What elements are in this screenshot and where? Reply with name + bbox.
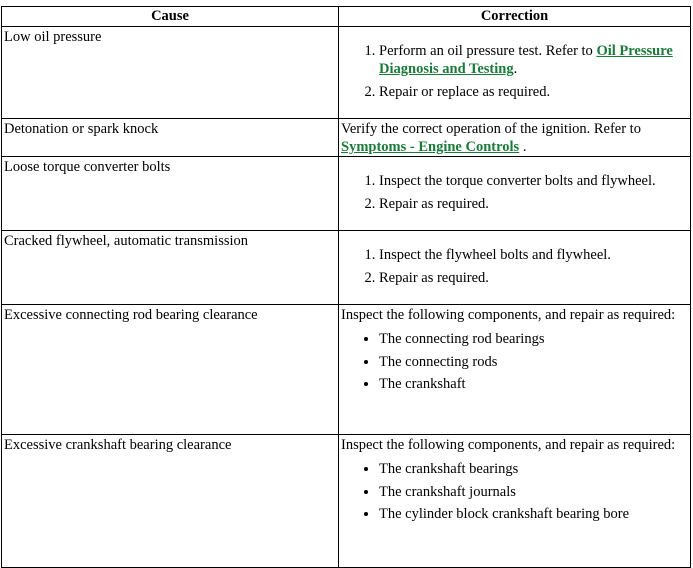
cause-cell: Detonation or spark knock — [2, 119, 339, 157]
cause-cell: Loose torque converter bolts — [2, 157, 339, 231]
step-item: 2. Repair as required. — [379, 269, 688, 287]
correction-lead: Inspect the following components, and repair as required: — [341, 307, 676, 323]
steps-list — [341, 42, 688, 101]
table-header-row — [2, 7, 691, 27]
step-item: 2. Repair as required. — [379, 195, 688, 213]
list-item: • The crankshaft journals — [379, 483, 688, 501]
step-item: 1. Perform an oil pressure test. Refer to Oil Pressure Diagnosis and Testing. — [379, 42, 688, 78]
correction-cell — [339, 435, 691, 568]
list-item: • The crankshaft bearings — [379, 460, 688, 478]
steps-list — [341, 172, 688, 213]
header-correction: Correction — [339, 7, 691, 27]
table-row — [2, 119, 691, 157]
table-row — [2, 157, 691, 231]
component-list — [341, 330, 688, 393]
cause-cell: Excessive crankshaft bearing clearance — [2, 435, 339, 568]
step-item: 1. Inspect the flywheel bolts and flywheel. — [379, 246, 688, 264]
step-item: 2. Repair or replace as required. — [379, 83, 688, 101]
list-item: • The cylinder block crankshaft bearing bore — [379, 505, 688, 523]
list-item: • The connecting rod bearings — [379, 330, 688, 348]
table-row — [2, 231, 691, 305]
correction-lead: Inspect the following components, and repair as required: — [341, 437, 676, 453]
cause-cell: Excessive connecting rod bearing clearance — [2, 305, 339, 435]
symptoms-engine-controls-link[interactable]: Symptoms - Engine Controls — [341, 139, 520, 155]
component-list — [341, 460, 688, 523]
list-item: • The connecting rods — [379, 353, 688, 371]
step-item: 1. Inspect the torque converter bolts and flywheel. — [379, 172, 688, 190]
table-row — [2, 305, 691, 435]
correction-cell — [339, 305, 691, 435]
header-cause: Cause — [2, 7, 339, 27]
oil-pressure-diagnosis-link[interactable]: Oil Pressure Diagnosis and Testing — [379, 43, 673, 77]
diagnosis-table — [1, 6, 691, 568]
correction-cell — [339, 27, 691, 119]
steps-list — [341, 246, 688, 287]
correction-cell — [339, 231, 691, 305]
correction-cell — [339, 157, 691, 231]
list-item: • The crankshaft — [379, 375, 688, 393]
cause-cell: Low oil pressure — [2, 27, 339, 119]
cause-cell: Cracked flywheel, automatic transmission — [2, 231, 339, 305]
correction-cell: Verify the correct operation of the ignition. Refer to Symptoms - Engine Controls . — [339, 119, 691, 157]
table-row — [2, 27, 691, 119]
table-row — [2, 435, 691, 568]
